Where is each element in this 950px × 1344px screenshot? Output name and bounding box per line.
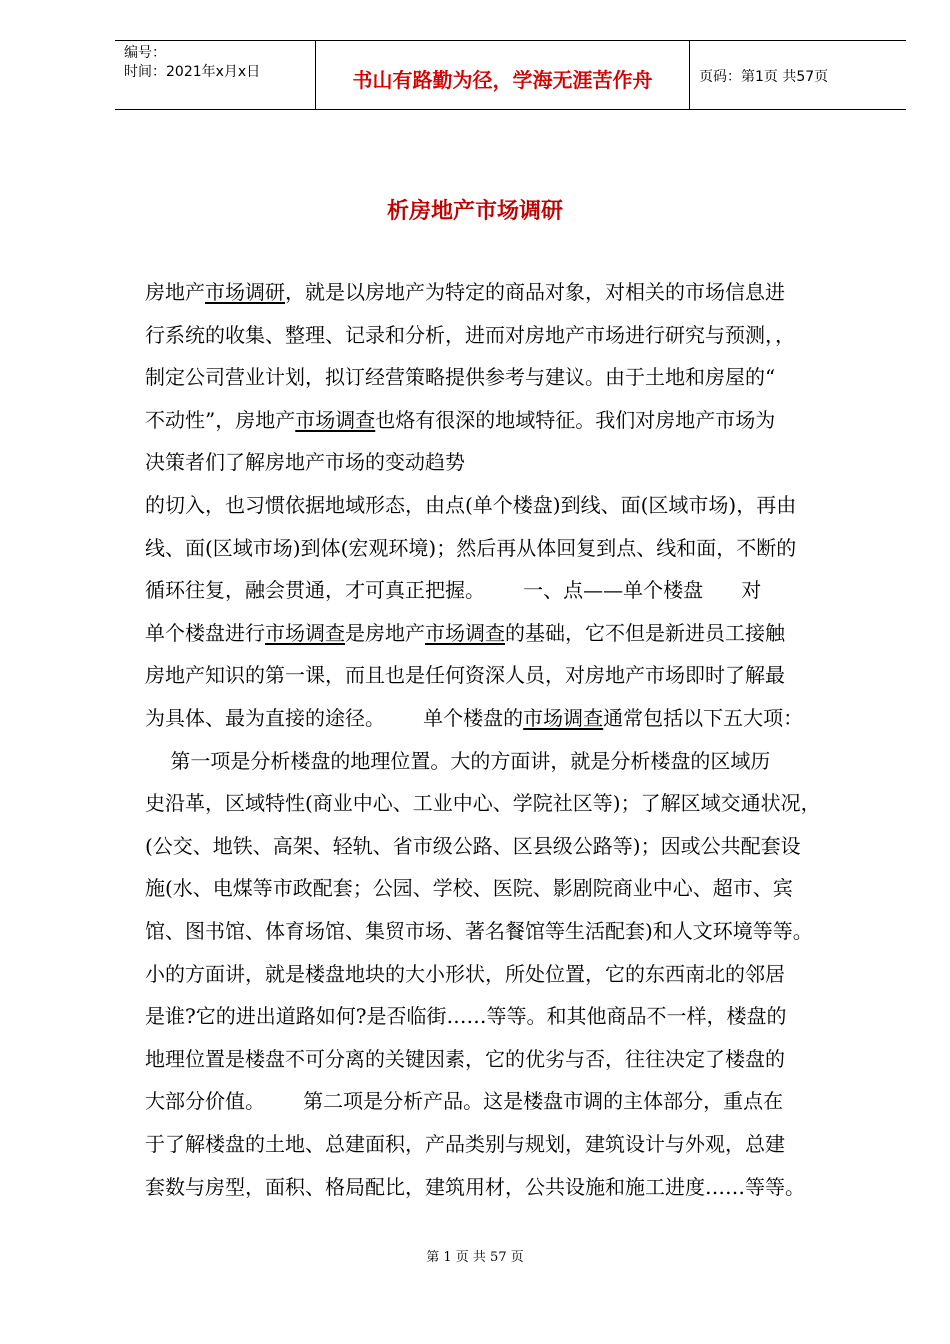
motto: 书山有路勤为径，学海无涯苦作舟 bbox=[352, 68, 653, 92]
text-line bbox=[145, 789, 821, 817]
text-segment: 制定公司营业计划，拟订经营策略提供参考与建议。由于土地和房屋的“ bbox=[145, 365, 776, 390]
text-segment: 房地产知识的第一课，而且也是任何资深人员，对房地产市场即时了解最 bbox=[145, 663, 785, 688]
header-page-cell bbox=[690, 41, 906, 109]
page-info: 页码：第1页 共57页 bbox=[699, 69, 829, 85]
text-segment: 不动性”，房地产 bbox=[145, 407, 296, 432]
term-link[interactable]: 市场调查 bbox=[295, 407, 376, 432]
text-line bbox=[145, 576, 761, 604]
text-segment: 循环往复，融会贯通，才可真正把握。 一、点——单个楼盘 对 bbox=[145, 578, 762, 603]
text-segment: 施(水、电煤等市政配套；公园、学校、医院、影剧院商业中心、超市、宾 bbox=[145, 876, 793, 901]
text-line bbox=[145, 1045, 785, 1073]
text-segment: 单个楼盘进行 bbox=[145, 620, 265, 645]
text-segment: 是谁?它的进出道路如何?是否临街……等等。和其他商品不一样，楼盘的 bbox=[145, 1004, 787, 1029]
text-segment: 套数与房型，面积、格局配比，建筑用材，公共设施和施工进度……等等。 bbox=[145, 1174, 805, 1199]
header-motto-cell bbox=[316, 41, 690, 109]
text-line bbox=[145, 960, 785, 988]
text-line bbox=[145, 874, 793, 902]
text-segment: 决策者们了解房地产市场的变动趋势 bbox=[145, 450, 465, 475]
text-line bbox=[145, 917, 813, 945]
text-segment: 线、面(区域市场)到体(宏观环境)；然后再从体回复到点、线和面，不断的 bbox=[145, 535, 797, 560]
text-segment: 于了解楼盘的土地、总建面积，产品类别与规划，建筑设计与外观，总建 bbox=[145, 1132, 785, 1156]
text-segment: (公交、地铁、高架、轻轨、省市级公路、区县级公路等)；因或公共配套设 bbox=[145, 833, 801, 858]
term-link[interactable]: 市场调查 bbox=[523, 706, 604, 730]
header-meta-cell bbox=[115, 41, 316, 109]
text-line bbox=[145, 406, 775, 434]
term-link[interactable]: 市场调研 bbox=[205, 280, 285, 304]
text-line bbox=[145, 448, 465, 476]
text-line bbox=[145, 1002, 786, 1030]
text-line bbox=[145, 278, 785, 306]
text-segment: 史沿革，区域特性(商业中心、工业中心、学院社区等)；了解区域交通状况， bbox=[145, 791, 821, 816]
text-line bbox=[145, 661, 785, 689]
text-segment: 地理位置是楼盘不可分离的关键因素，它的优劣与否，往往决定了楼盘的 bbox=[145, 1046, 785, 1071]
text-line bbox=[145, 491, 796, 519]
document-header bbox=[115, 40, 906, 110]
text-segment: 通常包括以下五大项： bbox=[603, 706, 804, 730]
text-segment: 房地产 bbox=[145, 280, 205, 304]
text-line bbox=[145, 1087, 783, 1115]
number-label: 编号： bbox=[124, 45, 166, 61]
text-segment: 馆、图书馆、体育场馆、集贸市场、著名餐馆等生活配套)和人文环境等等。 bbox=[145, 919, 813, 943]
page-footer: 第 1 页 共 57 页 bbox=[426, 1250, 524, 1265]
term-link[interactable]: 市场调查 bbox=[265, 620, 345, 645]
text-segment: 第一项是分析楼盘的地理位置。大的方面讲，就是分析楼盘的区域历 bbox=[145, 748, 771, 773]
text-segment: ，就是以房地产为特定的商品对象，对相关的市场信息进 bbox=[285, 280, 785, 304]
text-line bbox=[145, 747, 770, 775]
text-segment: 大部分价值。 第二项是分析产品。这是楼盘市调的主体部分，重点在 bbox=[145, 1089, 784, 1114]
text-segment: 的切入，也习惯依据地域形态，由点(单个楼盘)到线、面(区域市场)，再由 bbox=[145, 493, 797, 517]
text-segment: 的基础，它不但是新进员工接触 bbox=[505, 620, 785, 645]
time-label: 时间：2021年x月x日 bbox=[124, 64, 261, 80]
term-link[interactable]: 市场调查 bbox=[425, 620, 505, 645]
text-line bbox=[145, 534, 796, 562]
text-line bbox=[145, 832, 801, 860]
text-segment: 为具体、最为直接的途径。 单个楼盘的 bbox=[145, 706, 524, 730]
text-line bbox=[145, 1173, 805, 1201]
text-line bbox=[145, 363, 775, 391]
text-segment: 也烙有很深的地域特征。我们对房地产市场为 bbox=[375, 407, 776, 432]
text-line bbox=[145, 704, 803, 732]
text-line bbox=[145, 1130, 785, 1158]
text-segment: 行系统的收集、整理、记录和分析，进而对房地产市场进行研究与预测，， bbox=[145, 322, 795, 347]
text-segment: 小的方面讲，就是楼盘地块的大小形状，所处位置，它的东西南北的邻居 bbox=[145, 961, 785, 986]
document-title: 析房地产市场调研 bbox=[386, 198, 563, 224]
text-line bbox=[145, 321, 795, 349]
text-line bbox=[145, 619, 785, 647]
text-segment: 是房地产 bbox=[345, 620, 425, 645]
